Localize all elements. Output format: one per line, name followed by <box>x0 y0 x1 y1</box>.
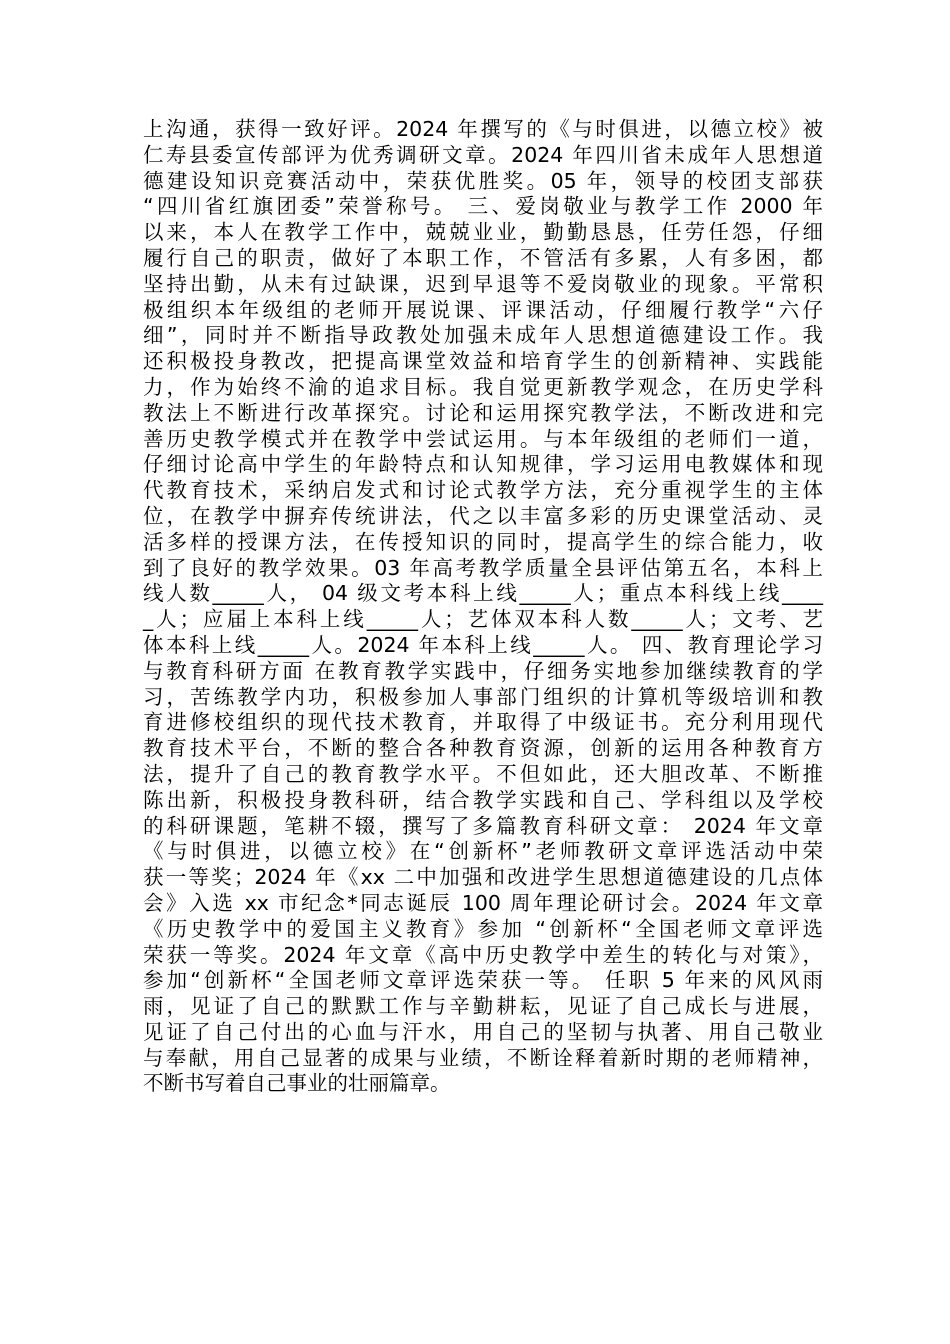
text-line: 以来，本人在教学工作中，兢兢业业，勤勤恳恳，任劳任怨，仔细 <box>143 220 823 245</box>
text-line: 见证了自己付出的心血与汗水，用自己的坚韧与执著、用自己敬业 <box>143 1019 823 1044</box>
body-text <box>143 117 823 1097</box>
text-line: 到了良好的教学效果。03 年高考教学质量全县评估第五名，本科上 <box>143 555 823 580</box>
text-line: 活多样的授课方法，在传授知识的同时，提高学生的综合能力，收 <box>143 529 823 554</box>
text-line: 坚持出勤，从未有过缺课，迟到早退等不爱岗敬业的现象。平常积 <box>143 271 823 296</box>
text-line: 位，在教学中摒弃传统讲法，代之以丰富多彩的历史课堂活动、灵 <box>143 503 823 528</box>
text-line: 仔细讨论高中学生的年龄特点和认知规律，学习运用电教媒体和现 <box>143 452 823 477</box>
text-line: 与教育科研方面 在教育教学实践中，仔细务实地参加继续教育的学 <box>143 658 823 683</box>
text-line: 体本科上线_____人。2024 年本科上线_____人。 四、教育理论学习 <box>143 632 823 657</box>
text-line: 善历史教学模式并在教学中尝试运用。与本年级组的老师们一道， <box>143 426 823 451</box>
text-line: 的科研课题，笔耕不辍，撰写了多篇教育科研文章： 2024 年文章 <box>143 813 823 838</box>
text-line: 极组织本年级组的老师开展说课、评课活动，仔细履行教学“六仔 <box>143 297 823 322</box>
text-line: 雨，见证了自己的默默工作与辛勤耕耘，见证了自己成长与进展， <box>143 994 823 1019</box>
text-line: 代教育技术，采纳启发式和讨论式教学方法，充分重视学生的主体 <box>143 478 823 503</box>
text-line: 《与时俱进，以德立校》在“创新杯”老师教研文章评选活动中荣 <box>143 839 823 864</box>
text-line: 履行自己的职责，做好了本职工作，不管活有多累，人有多困，都 <box>143 245 823 270</box>
text-line: _人；应届上本科上线_____人；艺体双本科人数_____人；文考、艺 <box>143 607 823 632</box>
text-line: 获一等奖；2024 年《xx 二中加强和改进学生思想道德建设的几点体 <box>143 865 823 890</box>
text-line: “四川省红旗团委”荣誉称号。 三、爱岗敬业与教学工作 2000 年 <box>143 194 823 219</box>
text-line: 上沟通，获得一致好评。2024 年撰写的《与时俱进，以德立校》被 <box>143 117 823 141</box>
text-line-last: 不断书写着自己事业的壮丽篇章。 <box>143 1071 451 1096</box>
text-line: 荣获一等奖。2024 年文章《高中历史教学中差生的转化与对策》， <box>143 942 823 967</box>
text-line: 参加“创新杯“全国老师文章评选荣获一等。 任职 5 年来的风风雨 <box>143 968 823 993</box>
text-line: 与奉献，用自己显著的成果与业绩，不断诠释着新时期的老师精神， <box>143 1045 823 1070</box>
text-line: 育进修校组织的现代技术教育，并取得了中级证书。充分利用现代 <box>143 710 823 735</box>
text-line: 力，作为始终不渝的追求目标。我自觉更新教学观念，在历史学科 <box>143 374 823 399</box>
text-line: 细”，同时并不断指导政教处加强未成年人思想道德建设工作。我 <box>143 323 823 348</box>
text-line: 法，提升了自己的教育教学水平。不但如此，还大胆改革、不断推 <box>143 761 823 786</box>
text-line: 线人数_____人， 04 级文考本科上线_____人；重点本科线上线____ <box>143 581 823 606</box>
text-line: 《历史教学中的爱国主义教育》参加 “创新杯“全国老师文章评选 <box>143 916 823 941</box>
text-line: 会》入选 xx 市纪念*同志诞辰 100 周年理论研讨会。2024 年文章 <box>143 890 823 915</box>
text-line: 陈出新，积极投身教科研，结合教学实践和自己、学科组以及学校 <box>143 787 823 812</box>
text-line: 习，苦练教学内功，积极参加人事部门组织的计算机等级培训和教 <box>143 684 823 709</box>
text-line: 教法上不断进行改革探究。讨论和运用探究教学法，不断改进和完 <box>143 400 823 425</box>
text-line: 德建设知识竞赛活动中，荣获优胜奖。05 年，领导的校团支部获 <box>143 168 823 193</box>
text-line: 教育技术平台，不断的整合各种教育资源，创新的运用各种教育方 <box>143 736 823 761</box>
text-line: 仁寿县委宣传部评为优秀调研文章。2024 年四川省未成年人思想道 <box>143 142 823 167</box>
text-line: 还积极投身教改，把提高课堂效益和培育学生的创新精神、实践能 <box>143 349 823 374</box>
